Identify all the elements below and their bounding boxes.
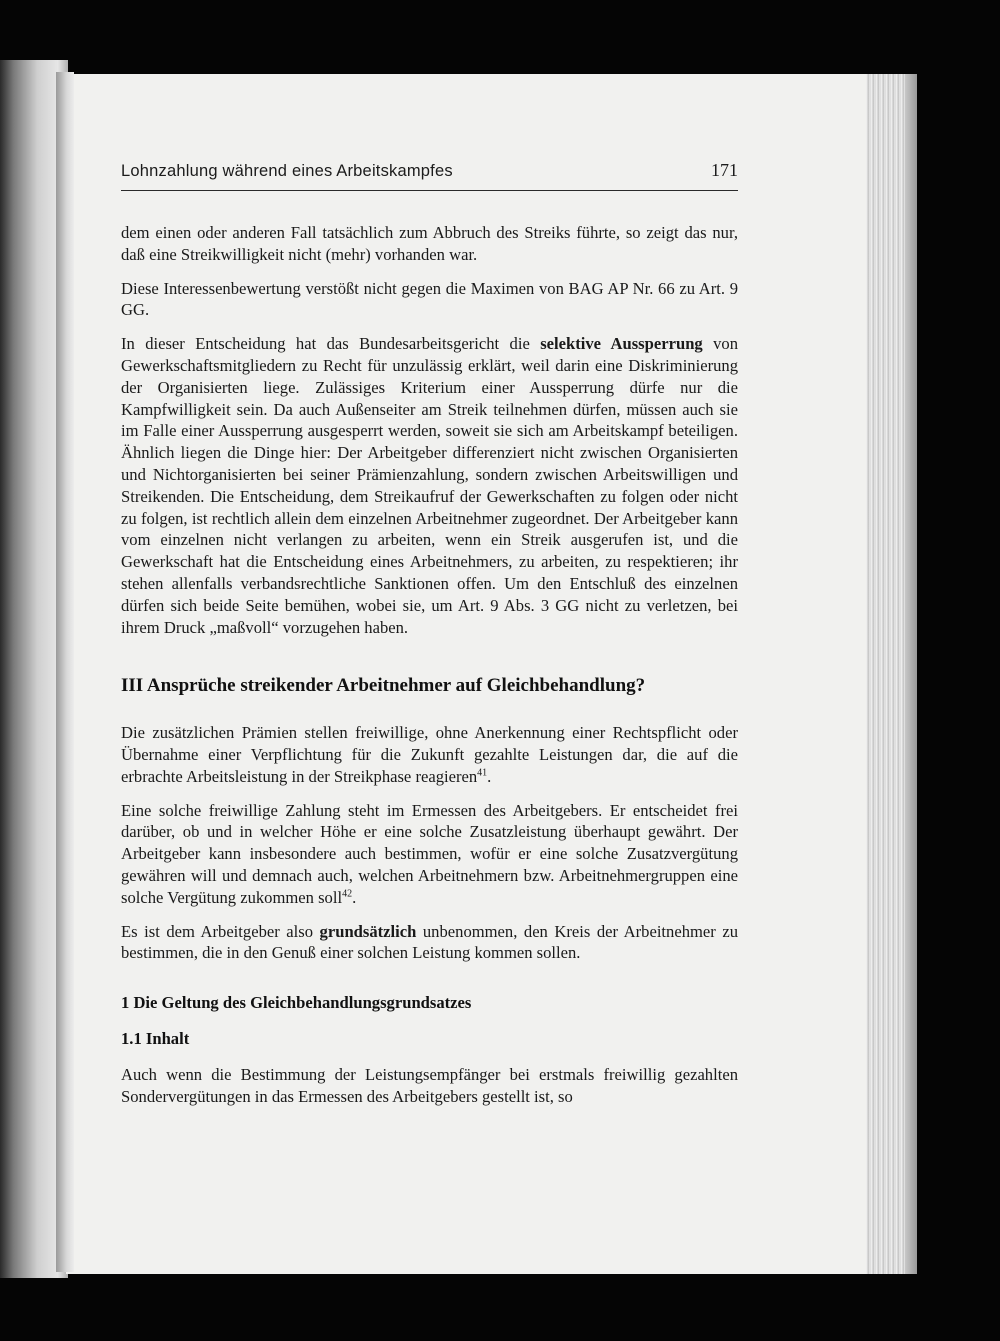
paragraph-2: Diese Interessenbewertung verstößt nicht gegen die Maximen von BAG AP Nr. 66 zu Art. 9 GG.	[121, 278, 738, 320]
paragraph-1: dem einen oder anderen Fall tatsächlich zum Abbruch des Streiks führte, so zeigt das nur, daß eine Streikwilligkeit nicht (mehr) vorhanden war.	[121, 223, 738, 264]
emphasis-grundsaetzlich: grundsätzlich	[319, 921, 417, 941]
footnote-ref-41[interactable]: 41	[477, 767, 488, 779]
page-edge-shadow	[905, 74, 917, 1274]
paragraph-3-text-a: In dieser Entscheidung hat das Bundesarbeitsgericht die	[121, 334, 541, 354]
paragraph-4-text: Die zusätzlichen Prämien stellen freiwillige, ohne Anerkennung einer Rechtspflicht oder Übernahme einer Verpflichtung für die Zukunft gezahlte Leistungen dar, die auf die erbrachte Arbeitsleistung in der Streikphase reagieren	[121, 723, 738, 786]
paragraph-4	[121, 722, 738, 787]
paragraph-5	[121, 800, 738, 909]
subsection-heading-1-1: 1.1 Inhalt	[121, 1028, 190, 1048]
footnote-ref-42[interactable]: 42	[342, 888, 353, 900]
gutter-shadow	[56, 72, 74, 1272]
subsection-heading-1: 1 Die Geltung des Gleichbehandlungsgrundsatzes	[121, 993, 472, 1013]
emphasis-selektive-aussperrung: selektive Aussperrung	[540, 334, 703, 354]
page-header	[121, 160, 738, 191]
paragraph-7: Auch wenn die Bestimmung der Leistungsempfänger bei erstmals freiwillig gezahlten Sondervergütungen in das Ermessen des Arbeitgebers gestellt ist, so	[121, 1064, 738, 1106]
section-heading-iii: III Ansprüche streikender Arbeitnehmer auf Gleichbehandlung?	[121, 675, 646, 697]
paragraph-5-end: .	[352, 887, 357, 907]
paragraph-6	[121, 921, 738, 965]
paragraph-6-text-a: Es ist dem Arbeitgeber also	[121, 921, 320, 941]
paragraph-4-end: .	[487, 766, 492, 786]
running-title: Lohnzahlung während eines Arbeitskampfes	[121, 162, 453, 180]
paragraph-6-text-b: unbenommen, den Kreis der Arbeitnehmer zu bestimmen, die in den Genuß einer solchen Leistung kommen sollen.	[121, 921, 738, 963]
paragraph-5-text: Eine solche freiwillige Zahlung steht im Ermessen des Arbeitgebers. Er entscheidet frei darüber, ob und in welcher Höhe er eine solche Zusatzleistung überhaupt gewährt. Der Arbeitgeber kann insbesondere auch bestimmen, wofür er eine solche Zusatzvergütung gewähren will und demnach auch, welchen Arbeitnehmern bzw. Arbeitnehmergruppen eine solche Vergütung zukommen soll	[121, 800, 738, 907]
paragraph-3-text-b: von Gewerkschaftsmitgliedern zu Recht für unzulässig erklärt, weil darin eine Diskriminierung der Organisierten liege. Zulässiges Kriterium einer Aussperrung dürfe nur die Kampfwilligkeit sein. Da auch Außenseiter am Streik teilnehmen dürfen, müssen auch sie im Falle einer Aussperrung ausgesperrt werden, soweit sie sich am Arbeitskampf beteiligen. Ähnlich liegen die Dinge hier: Der Arbeitgeber differenziert nicht zwischen Organisierten und Nichtorganisierten bei seiner Prämienzahlung, sondern zwischen Arbeitswilligen und Streikenden. Die Entscheidung, dem Streikaufruf der Gewerkschaften zu folgen oder nicht zu folgen, ist rechtlich allein dem einzelnen Arbeitnehmer zugeordnet. Der Arbeitgeber kann vom einzelnen nicht verlangen zu arbeiten, wenn ein Streik ausgerufen ist, und die Gewerkschaft hat die Entscheidung eines Arbeitnehmers, zu arbeiten, zu respektieren; ihr stehen allenfalls verbandsrechtliche Sanktionen offen. Um den Entschluß des einzelnen dürfen sich beide Seite bemühen, wobei sie, um Art. 9 Abs. 3 GG nicht zu verletzen, bei ihrem Druck „maßvoll“ vorzugehen haben.	[121, 334, 738, 637]
page-number: 171	[711, 160, 738, 180]
paragraph-3	[121, 333, 738, 638]
page-body	[121, 222, 738, 1107]
